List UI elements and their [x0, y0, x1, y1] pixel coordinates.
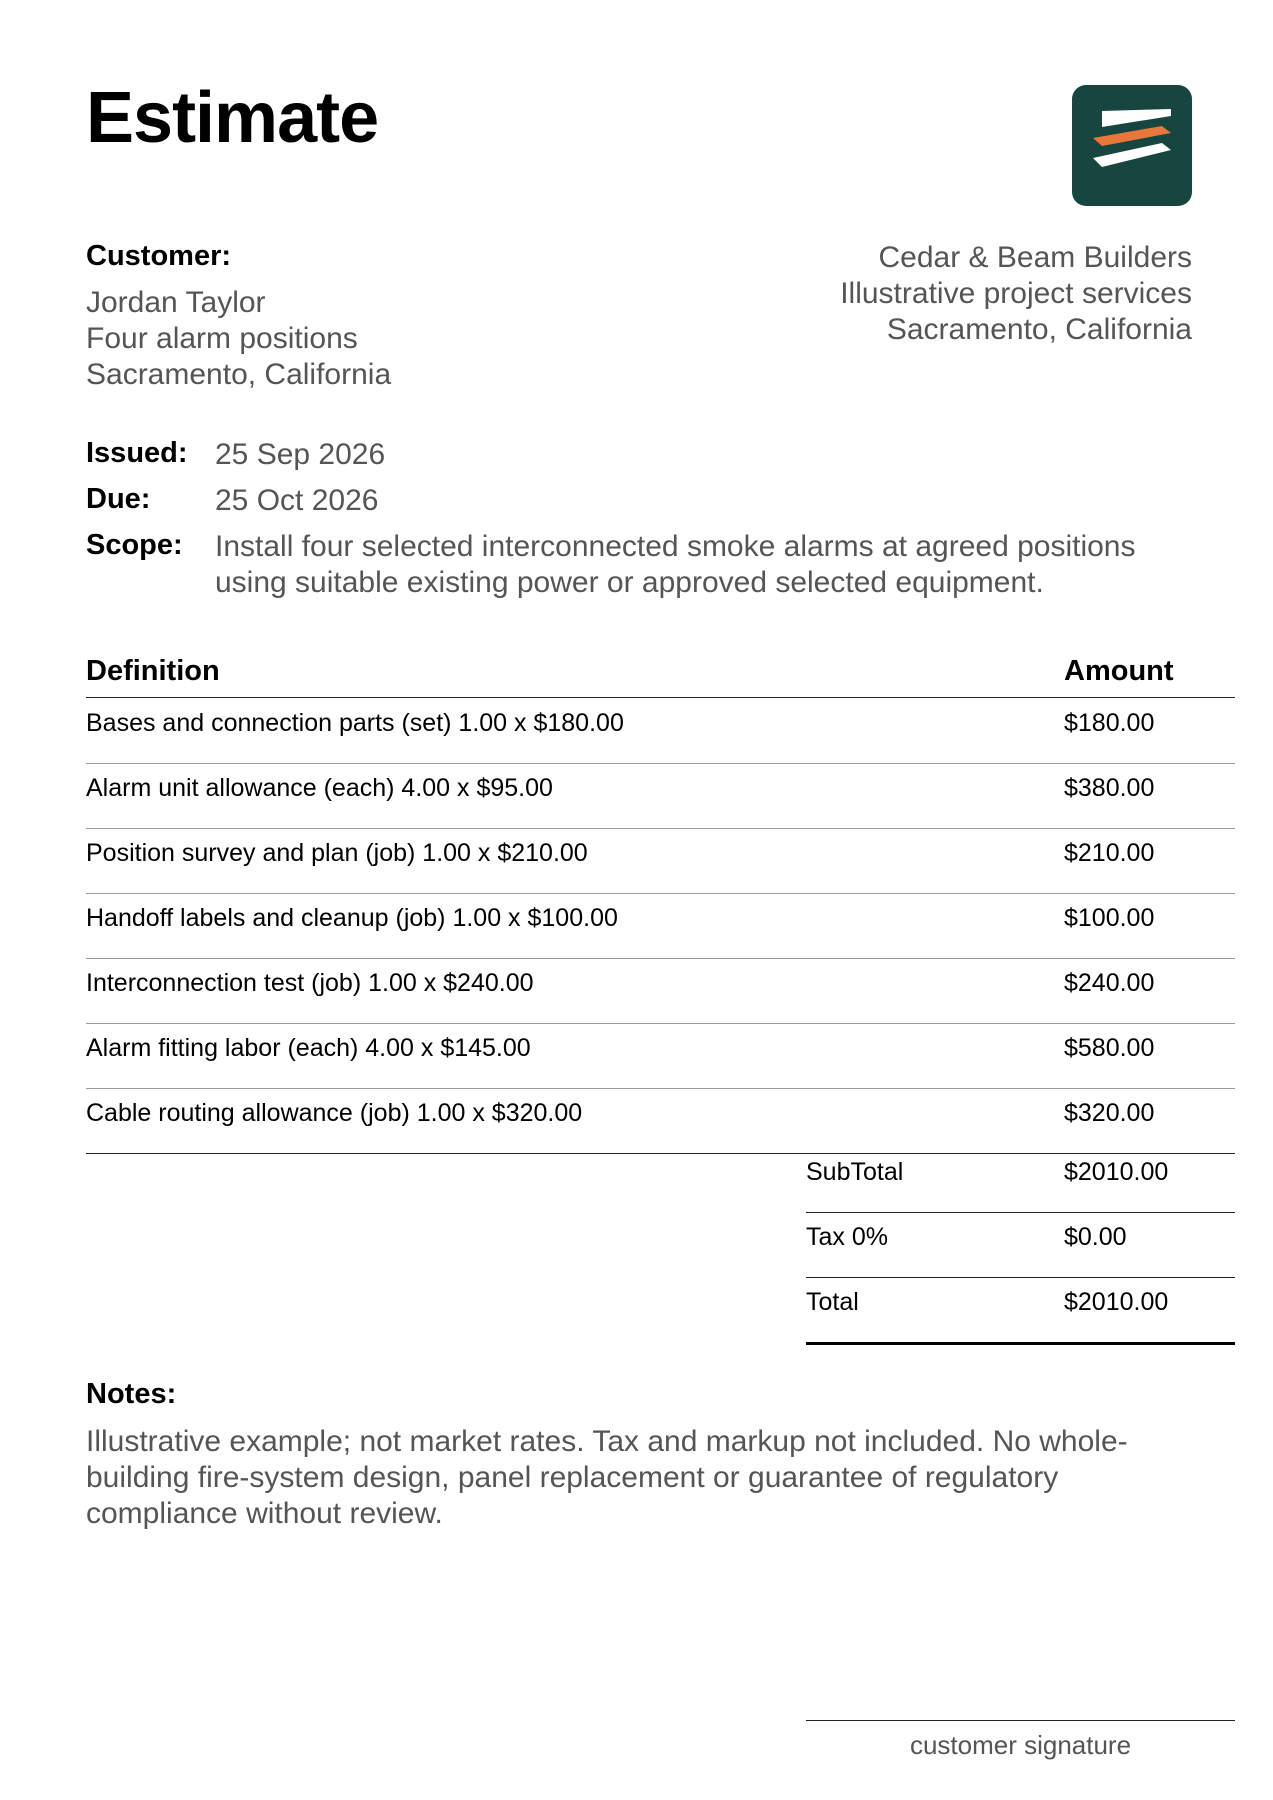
column-header-amount: Amount [1064, 655, 1174, 687]
column-header-definition: Definition [86, 655, 220, 687]
signature-label: customer signature [909, 1730, 1132, 1760]
total-row [806, 1277, 1235, 1345]
notes-label: Notes: [86, 1378, 177, 1410]
subtotal-value: $2010.00 [1064, 1158, 1169, 1186]
table-row [86, 958, 1235, 1024]
scope-line-1: Install four selected interconnected smoke alarms at agreed positions [215, 530, 1136, 563]
row-description: Cable routing allowance (job) 1.00 x $320.00 [86, 1099, 583, 1127]
customer-location: Sacramento, California [86, 358, 392, 391]
company-details [840, 240, 1192, 348]
customer-details [86, 285, 391, 393]
notes-line: compliance without review. [86, 1497, 443, 1530]
row-description: Alarm unit allowance (each) 4.00 x $95.00 [86, 774, 553, 802]
row-amount: $240.00 [1064, 969, 1155, 997]
table-row [86, 763, 1235, 829]
signature-line [806, 1720, 1235, 1721]
company-name: Cedar & Beam Builders [878, 241, 1192, 274]
row-description: Handoff labels and cleanup (job) 1.00 x $100.00 [86, 904, 618, 932]
issued-label: Issued: [86, 437, 188, 469]
table-row [86, 698, 1235, 764]
row-amount: $380.00 [1064, 774, 1155, 802]
notes-text [86, 1424, 1196, 1532]
row-amount: $580.00 [1064, 1034, 1155, 1062]
due-label: Due: [86, 483, 151, 515]
notes-line: building fire-system design, panel replacement or guarantee of regulatory [86, 1461, 1059, 1494]
table-row [86, 893, 1235, 959]
row-description: Alarm fitting labor (each) 4.00 x $145.00 [86, 1034, 531, 1062]
row-amount: $210.00 [1064, 839, 1155, 867]
scope-label: Scope: [86, 529, 183, 561]
table-row [86, 1088, 1235, 1154]
total-label: Total [806, 1288, 859, 1316]
row-amount: $180.00 [1064, 709, 1155, 737]
layered-stripes-logo-icon [1072, 85, 1192, 206]
subtotal-label: SubTotal [806, 1158, 904, 1186]
page-title: Estimate [86, 78, 379, 158]
customer-label: Customer: [86, 240, 232, 272]
customer-name: Jordan Taylor [86, 286, 266, 319]
company-tagline: Illustrative project services [840, 277, 1192, 310]
scope-line-2: using suitable existing power or approved selected equipment. [215, 566, 1044, 599]
issued-value: 25 Sep 2026 [215, 438, 386, 471]
row-description: Position survey and plan (job) 1.00 x $210.00 [86, 839, 588, 867]
company-location: Sacramento, California [886, 313, 1192, 346]
customer-project: Four alarm positions [86, 322, 358, 355]
tax-row [806, 1212, 1235, 1278]
notes-line: Illustrative example; not market rates. Tax and markup not included. No whole- [86, 1425, 1128, 1458]
row-description: Bases and connection parts (set) 1.00 x $180.00 [86, 709, 624, 737]
row-amount: $320.00 [1064, 1099, 1155, 1127]
due-value: 25 Oct 2026 [215, 484, 379, 517]
table-row [86, 828, 1235, 894]
total-value: $2010.00 [1064, 1288, 1169, 1316]
subtotal-row [806, 1147, 1235, 1213]
tax-label: Tax 0% [806, 1223, 888, 1251]
tax-value: $0.00 [1064, 1223, 1127, 1251]
table-row [86, 1023, 1235, 1089]
row-description: Interconnection test (job) 1.00 x $240.00 [86, 969, 534, 997]
row-amount: $100.00 [1064, 904, 1155, 932]
